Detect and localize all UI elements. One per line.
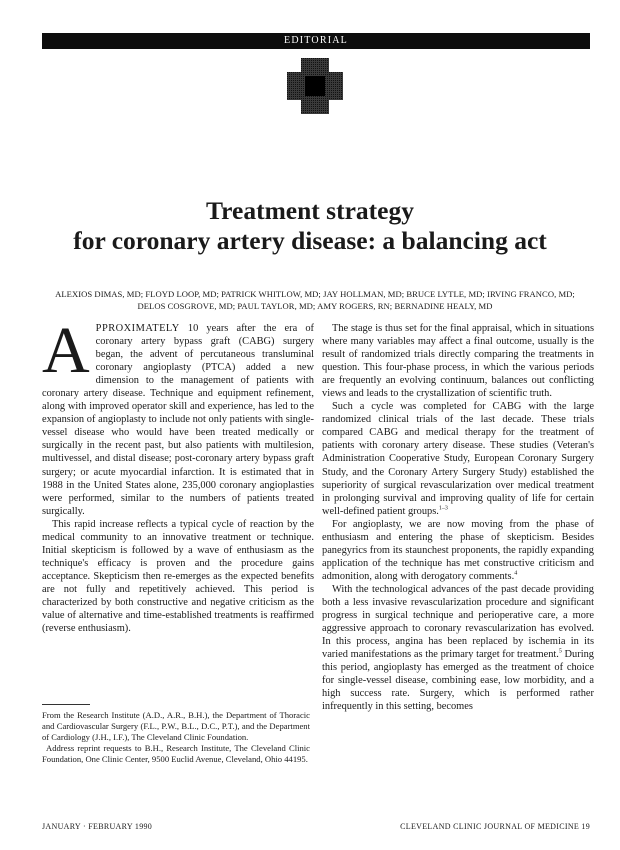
section-banner: EDITORIAL — [42, 33, 590, 49]
body-column-left — [42, 314, 314, 635]
title-line-1: Treatment strategy — [206, 196, 414, 225]
affiliation-note: From the Research Institute (A.D., A.R., B.H.), the Department of Thoracic and Cardiovascular Surgery (F.L., P.W., B.L., D.C., P.T.), and the Department of Cardiology (J.H., I.F.), The Cleveland Clinic Foundation. — [42, 710, 310, 742]
title-line-2: for coronary artery disease: a balancing act — [73, 226, 547, 255]
paragraph-1-text: 10 years after the era of coronary artery bypass graft (CABG) surgery began, the advent of percutaneous transluminal coronary angioplasty (PTCA) added a new dimension to the management of patients with coronary artery disease. Technique and equipment refinement, along with improved operator skill and experience, has led to the expansion of angioplasty to include not only patients with single-vessel disease who would have been treated medically or surgically in the recent past, but also patients with multilesion, multivessel, and distal disease; post-coronary artery bypass graft surgery; or acute myocardial infarction. It is estimated that in 1988 in the United States alone, 235,000 coronary angioplasties were performed, similar to the numbers of patients treated surgically. — [42, 323, 314, 517]
reprint-note: Address reprint requests to B.H., Research Institute, The Cleveland Clinic Foundation, One Clinic Center, 9500 Euclid Avenue, Cleveland, Ohio 44195. — [42, 743, 310, 764]
article-title — [30, 196, 590, 256]
footnotes — [42, 710, 310, 765]
paragraph-4 — [322, 400, 594, 517]
paragraph-6-text: With the technological advances of the past decade providing both a less invasive revascularization procedure and significant progress in surgical technique and perioperative care, a more aggressive approach to coronary revascularization has evolved. In this process, angina has been replaced by ischemia in its varied manifestations as the primary target for treatment. — [322, 583, 594, 661]
journal-page-footer: CLEVELAND CLINIC JOURNAL OF MEDICINE 19 — [400, 822, 590, 831]
reference-superscript: 1–3 — [438, 505, 448, 512]
paragraph-4-text: Such a cycle was completed for CABG with the large randomized clinical trials of the last decade. These trials compared CABG and medical therapy for the treatment of patients with coronary artery disease. These studies (Veteran's Administration Cooperative Study, European Coronary Surgery Study, and the Coronary Artery Surgery Study) established the superiority of surgical revascularization over medical treatment in prolonging survival and improving quality of life for certain well-defined patient groups. — [322, 401, 594, 517]
reference-superscript: 4 — [514, 570, 518, 577]
reference-superscript: 5 — [558, 648, 562, 655]
authors-line-1: ALEXIOS DIMAS, MD; FLOYD LOOP, MD; PATRICK WHITLOW, MD; JAY HOLLMAN, MD; BRUCE LYTLE, MD; IRVING FRANCO, MD; — [55, 289, 575, 299]
author-list — [30, 288, 600, 312]
paragraph-6 — [322, 583, 594, 713]
first-words: PPROXIMATELY — [95, 323, 180, 334]
issue-date: JANUARY · FEBRUARY 1990 — [42, 822, 153, 831]
footnote-divider — [42, 704, 90, 705]
paragraph-5 — [322, 518, 594, 583]
body-column-right — [322, 322, 594, 713]
paragraph-5-text: For angioplasty, we are now moving from the phase of enthusiasm and entering the phase of skepticism. Besides panegyrics from its staunchest proponents, the rapidly expanding application of the technique has met constructive criticism and admonition, along with derogatory comments. — [322, 518, 594, 582]
paragraph-6-continuation: During this period, angioplasty has emerged as the treatment of choice for single-vessel disease, combining ease, low morbidity, and a high success rate. Surgery, which is performed rather infrequently in this setting, becomes — [322, 649, 594, 713]
drop-cap: A — [42, 314, 90, 387]
paragraph-1 — [42, 314, 314, 518]
authors-line-2: DELOS COSGROVE, MD; PAUL TAYLOR, MD; AMY ROGERS, RN; BERNADINE HEALY, MD — [137, 301, 493, 311]
editorial-plus-logo-icon — [287, 58, 343, 114]
paragraph-3: The stage is thus set for the final appraisal, which in situations where many variables may affect a final outcome, usually is the result of randomized trials directly comparing the treatments in question. This four-phase process, in which the various periods are frequently an evolving continuum, balances out conflicting views and leads to the crystallization of scientific truth. — [322, 323, 594, 400]
paragraph-2: This rapid increase reflects a typical cycle of reaction by the medical community to an innovative treatment or technique. Initial skepticism is followed by a wave of enthusiasm as the technique's efficacy is proven and the procedure gains acceptance. Skepticism then re-emerges as the expected benefits are not fully and repetitively achieved. This period is characterized by both constructive and negative criticism as the value of alternative and time-established treatments is reaffirmed (reverse enthusiasm). — [42, 518, 314, 635]
